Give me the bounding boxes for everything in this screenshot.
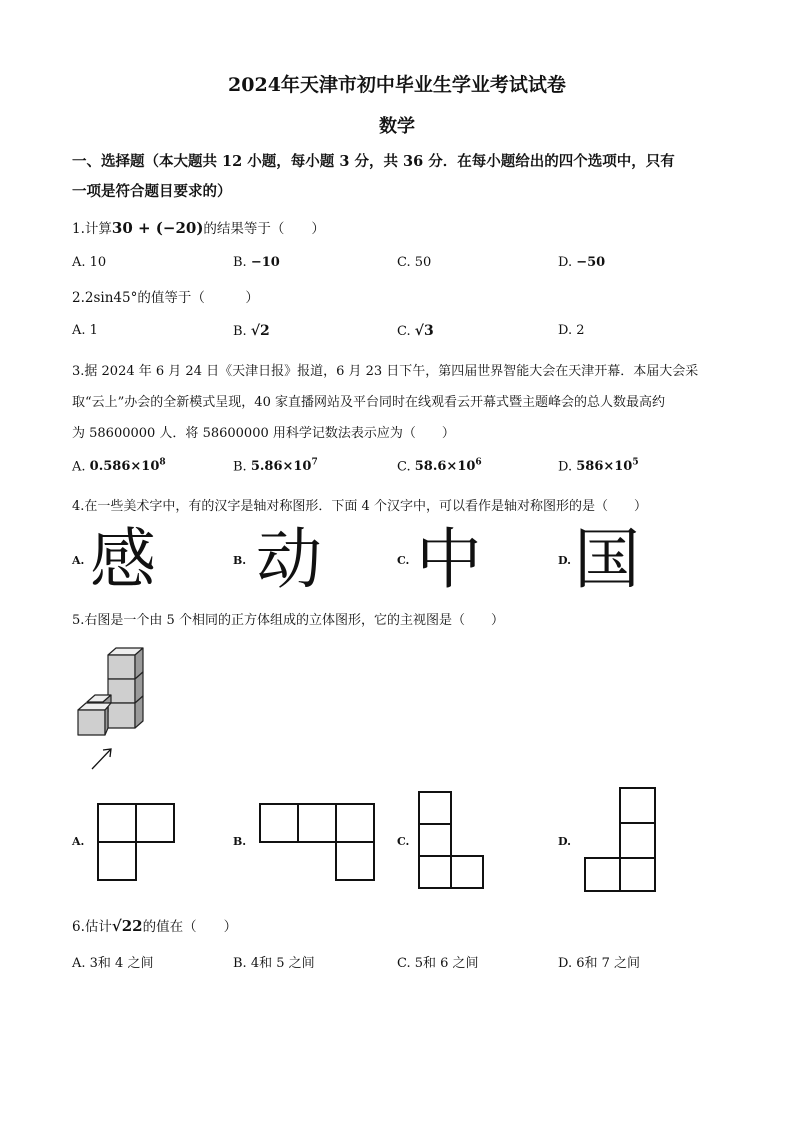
- q3-option-b[interactable]: [233, 458, 318, 474]
- question-5: 5.右图是一个由 5 个相同的正方体组成的立体图形，它的主视图是（ ）: [72, 613, 504, 628]
- q3-option-d-label: D.: [558, 459, 573, 475]
- q6-option-b[interactable]: B. 4和 5 之间: [233, 956, 315, 971]
- q1-option-b-value: −10: [250, 255, 280, 270]
- q5-option-a-figure[interactable]: [97, 803, 177, 883]
- q2-option-c[interactable]: [397, 323, 434, 339]
- q1-prefix: 1.计算: [72, 221, 112, 237]
- q1-suffix: 的结果等于（ ）: [203, 221, 325, 237]
- q4-label-c[interactable]: C.: [397, 554, 410, 567]
- q4-char-d: 国: [574, 521, 640, 598]
- q1-option-d[interactable]: [558, 255, 605, 270]
- q3-option-d[interactable]: [558, 458, 639, 474]
- question-6: [72, 915, 237, 935]
- q6-option-a[interactable]: A. 3和 4 之间: [72, 956, 154, 971]
- q2-option-a[interactable]: A. 1: [72, 323, 98, 338]
- q2-option-d[interactable]: D. 2: [558, 323, 585, 338]
- q1-option-b[interactable]: [233, 255, 280, 270]
- q5-option-c-figure[interactable]: [418, 791, 486, 891]
- q1-option-d-value: −50: [576, 255, 606, 270]
- q4-char-b: 动: [256, 521, 322, 598]
- q5-label-b[interactable]: B.: [233, 835, 247, 848]
- cube-top: [108, 648, 143, 679]
- q1-expression: 30 + (−20): [111, 219, 204, 237]
- q5-label-c[interactable]: C.: [397, 835, 410, 848]
- view-arrow-icon: [92, 749, 111, 769]
- question-3-line-3: 为 58600000 人．将 58600000 用科学记数法表示应为（ ）: [72, 426, 455, 441]
- q3-option-c-value: $58.6\times 10^6$: [414, 458, 482, 475]
- q6-expression: √22: [111, 917, 143, 935]
- question-2: 2.2sin45°的值等于（ ）: [72, 290, 259, 306]
- section-heading: 一、选择题（本大题共 12 小题，每小题 3 分，共 36 分．在每小题给出的四个选项中，只有: [72, 153, 675, 170]
- q4-label-a[interactable]: A.: [72, 554, 85, 567]
- q2-option-c-value: √3: [414, 323, 434, 339]
- question-3-line-2: 取“云上”办会的全新模式呈现，40 家直播网站及平台同时在线观看云开幕式暨主题峰会的总人数最高约: [72, 395, 665, 410]
- q2-option-b-label: B.: [233, 324, 247, 339]
- q3-option-a[interactable]: [72, 458, 166, 474]
- q6-option-d[interactable]: D. 6和 7 之间: [558, 956, 641, 971]
- q5-option-b-figure[interactable]: [259, 803, 377, 883]
- cube-front-left: [78, 703, 111, 735]
- q1-option-a[interactable]: A. 10: [72, 255, 107, 270]
- q2-option-c-label: C.: [397, 324, 411, 339]
- q6-prefix: 6.估计: [72, 919, 112, 935]
- q5-label-d[interactable]: D.: [558, 835, 571, 848]
- q2-option-b-value: √2: [250, 323, 270, 339]
- q3-option-b-label: B.: [233, 459, 247, 475]
- section-heading-cont: 一项是符合题目要求的）: [72, 183, 232, 200]
- q4-char-c: 中: [416, 521, 482, 598]
- q3-option-b-value: $5.86\times 10^7$: [250, 458, 318, 475]
- q2-option-b[interactable]: [233, 323, 270, 339]
- q3-option-c-label: C.: [397, 459, 411, 475]
- q4-label-b[interactable]: B.: [233, 554, 247, 567]
- subject-title: 数学: [379, 116, 415, 137]
- q5-label-a[interactable]: A.: [72, 835, 85, 848]
- q6-suffix: 的值在（ ）: [142, 919, 238, 935]
- question-3-line-1: 3.据 2024 年 6 月 24 日《天津日报》报道，6 月 23 日下午，第四届世界智能大会在天津开幕．本届大会采: [72, 364, 699, 379]
- q3-option-a-label: A.: [72, 459, 86, 475]
- q1-option-b-label: B.: [233, 255, 247, 270]
- cube-stack-figure: [75, 645, 155, 775]
- question-4: 4.在一些美术字中，有的汉字是轴对称图形．下面 4 个汉字中，可以看作是轴对称图形的是（ ）: [72, 499, 647, 514]
- q4-label-d[interactable]: D.: [558, 554, 571, 567]
- q1-option-d-label: D.: [558, 255, 573, 270]
- q1-option-c[interactable]: C. 50: [397, 255, 432, 270]
- q3-option-a-value: $0.586\times 10^8$: [89, 458, 166, 475]
- q3-option-d-value: $586\times 10^5$: [576, 458, 639, 475]
- page-title: 2024年天津市初中毕业生学业考试试卷: [228, 74, 566, 96]
- q4-char-a: 感: [90, 521, 156, 598]
- q6-option-c[interactable]: C. 5和 6 之间: [397, 956, 479, 971]
- question-1: [72, 217, 325, 237]
- q5-option-d-figure[interactable]: [584, 787, 658, 893]
- q3-option-c[interactable]: [397, 458, 482, 474]
